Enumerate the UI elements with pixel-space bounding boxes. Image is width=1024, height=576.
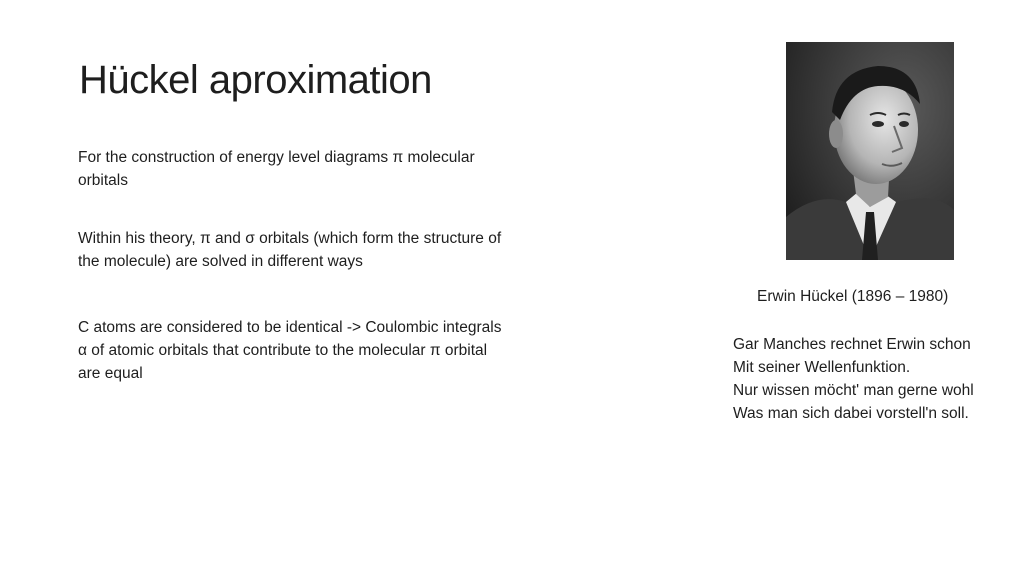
body-paragraph-1: For the construction of energy level diagrams π molecular orbitals bbox=[78, 149, 475, 189]
portrait-caption: Erwin Hückel (1896 – 1980) bbox=[757, 288, 949, 305]
body-paragraph-2: Within his theory, π and σ orbitals (which form the structure of the molecule) are solved in different ways bbox=[78, 230, 502, 270]
poem-line-4: Was man sich dabei vorstell'n soll. bbox=[733, 405, 969, 422]
portrait-photo-icon bbox=[786, 42, 954, 260]
poem-line-1: Gar Manches rechnet Erwin schon bbox=[733, 336, 971, 353]
slide-title: Hückel aproximation bbox=[79, 58, 432, 102]
poem bbox=[733, 333, 1018, 425]
poem-line-2: Mit seiner Wellenfunktion. bbox=[733, 359, 911, 376]
body-paragraph-3: C atoms are considered to be identical -> Coulombic integrals α of atomic orbitals that contribute to the molecular π orbital are equal bbox=[78, 319, 502, 382]
poem-line-3: Nur wissen möcht' man gerne wohl bbox=[733, 382, 974, 399]
